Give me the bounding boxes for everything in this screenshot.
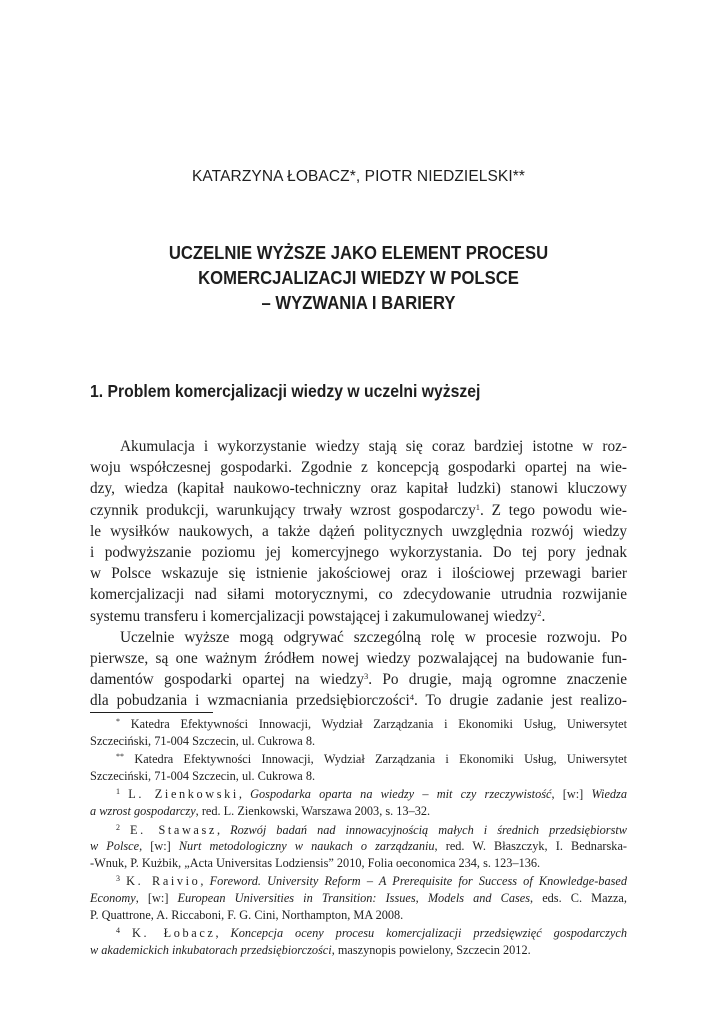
footnote-text: , bbox=[200, 874, 210, 889]
footnote-line: P. Quattrone, A. Riccaboni, F. G. Cini, Northampton, MA 2008. bbox=[90, 907, 404, 922]
section-heading: 1. Problem komercjalizacji wiedzy w uczelni wyższej bbox=[90, 381, 481, 401]
footnote-book: Wiedza bbox=[591, 787, 627, 802]
footnotes bbox=[90, 716, 627, 958]
footnote-mark: * bbox=[116, 717, 120, 726]
body-line bbox=[90, 606, 627, 627]
footnote-line bbox=[90, 716, 627, 733]
footnote-line bbox=[90, 786, 627, 803]
footnote-author: L. Zienkowski bbox=[128, 787, 239, 802]
footnote-text: , maszynopis powielony, Szczecin 2012. bbox=[331, 942, 531, 957]
body-line: le wysiłków naukowych, a także dążeń politycznych uwzględnia rozwój wiedzy bbox=[90, 522, 627, 540]
footnote-text: , [w:] bbox=[551, 787, 592, 802]
footnote-title: Economy bbox=[90, 890, 136, 905]
footnote-divider bbox=[90, 712, 213, 713]
footnote-book: Nurt metodologiczny w naukach o zarządzaniu bbox=[178, 839, 435, 854]
footnote-title: Koncepcja oceny procesu komercjalizacji przedsięwzięć gospodarczych bbox=[230, 926, 627, 941]
footnote-line bbox=[90, 890, 627, 907]
footnote-line: Szczeciński, 71-004 Szczecin, ul. Cukrowa 8. bbox=[90, 768, 316, 783]
body-text-segment: . bbox=[541, 607, 546, 625]
footnote-author: K. Raivio bbox=[126, 874, 201, 889]
footnote-ref: 1 bbox=[475, 501, 481, 512]
body-line: i podwyższanie poziomu jej komercyjnego wykorzystania. Do tej pory jednak bbox=[90, 543, 627, 561]
footnote-title: Foreword. University Reform – A Prerequisite for Success of Knowledge-based bbox=[209, 874, 627, 889]
footnote-author: K. Łobacz bbox=[131, 926, 216, 941]
body-text-segment: . Po drugie, mają ogromne znaczenie bbox=[368, 671, 627, 689]
body-text-segment: damentów gospodarki opartej na wiedzy bbox=[90, 671, 364, 689]
footnote-title: w akademickich inkubatorach przedsiębiorczości bbox=[90, 942, 332, 957]
body-line: w Polsce wskazuje się istnienie jakościowej oraz i ilościowej przewagi barier bbox=[90, 565, 627, 583]
footnote-book: European Universities in Transition: Issues, Models and Cases bbox=[177, 890, 531, 905]
authors-line: KATARZYNA ŁOBACZ*, PIOTR NIEDZIELSKI** bbox=[191, 168, 526, 185]
body-line: Akumulacja i wykorzystanie wiedzy stają się coraz bardziej istotne w roz- bbox=[120, 438, 627, 455]
footnote-line bbox=[90, 873, 627, 890]
footnote-line bbox=[90, 822, 627, 839]
footnote-title: Rozwój badań nad innowacyjnością małych i średnich przedsiębiorstw bbox=[230, 822, 627, 837]
footnote-text: Katedra Efektywności Innowacji, Wydział Zarządzania i Ekonomiki Usług, Uniwersytet bbox=[134, 752, 628, 767]
footnote-text: , bbox=[215, 926, 231, 941]
body-text bbox=[90, 436, 627, 711]
footnote-line bbox=[90, 751, 627, 768]
footnote-mark: 3 bbox=[116, 874, 120, 884]
body-text-segment: . To drugie zadanie jest realizo- bbox=[414, 692, 627, 710]
body-text-segment: . Z tego powodu wie- bbox=[480, 501, 627, 519]
footnote-text: Katedra Efektywności Innowacji, Wydział Zarządzania i Ekonomiki Usług, Uniwersytet bbox=[130, 717, 628, 731]
body-line: pierwsze, są one ważnym źródłem nowej wiedzy pozwalającej na budowanie fun- bbox=[90, 649, 627, 667]
body-text-segment: systemu transferu i komercjalizacji powstającej i zakumulowanej wiedzy bbox=[90, 607, 538, 625]
footnote-title: Gospodarka oparta na wiedzy – mit czy rzeczywistość bbox=[250, 787, 552, 802]
footnote-text: , bbox=[216, 822, 231, 837]
footnote-text: , eds. C. Mazza, bbox=[530, 890, 627, 905]
body-text-segment: czynnik produkcji, warunkujący trwały wzrost gospodarczy bbox=[90, 501, 476, 519]
footnote-text: , [w:] bbox=[139, 839, 179, 854]
footnote-title: w Polsce bbox=[90, 839, 140, 854]
footnote-ref: 3 bbox=[363, 671, 369, 682]
body-line: Uczelnie wyższe mogą odgrywać szczególną rolę w procesie rozwoju. Po bbox=[120, 628, 627, 646]
body-line: woju współczesnej gospodarki. Zgodnie z koncepcją gospodarki opartej na wie- bbox=[90, 459, 627, 477]
body-line: dzy, wiedza (kapitał naukowo-techniczny oraz kapitał ludzki) stanowi kluczowy bbox=[90, 480, 627, 498]
footnote-mark: ** bbox=[116, 752, 124, 762]
footnote-author: E. Stawasz bbox=[130, 822, 217, 837]
footnote-line bbox=[90, 803, 627, 820]
title-line-3: – WYZWANIA I BARIERY bbox=[261, 292, 456, 313]
footnote-line bbox=[90, 838, 627, 855]
footnote-ref: 2 bbox=[537, 607, 542, 618]
body-line bbox=[90, 669, 627, 690]
body-line: komercjalizacji nad siłami motorycznymi, co zdecydowanie utrudnia rozwijanie bbox=[90, 586, 627, 604]
footnote-line: -Wnuk, P. Kużbik, „Acta Universitas Lodziensis” 2010, Folia oeconomica 234, s. 123–136. bbox=[90, 855, 541, 870]
footnote-line bbox=[90, 925, 627, 942]
footnote-line bbox=[90, 942, 627, 959]
footnote-mark: 4 bbox=[116, 926, 120, 936]
footnote-mark: 2 bbox=[116, 822, 120, 832]
body-line bbox=[90, 690, 627, 711]
footnote-text: , red. L. Zienkowski, Warszawa 2003, s. 13–32. bbox=[195, 803, 431, 818]
footnote-ref: 4 bbox=[409, 692, 415, 703]
footnote-line: Szczeciński, 71-004 Szczecin, ul. Cukrowa 8. bbox=[90, 733, 316, 748]
footnote-text: , [w:] bbox=[135, 890, 178, 905]
body-text-segment: dla pobudzania i wzmacniania przedsiębiorczości bbox=[90, 692, 410, 710]
footnote-mark: 1 bbox=[116, 787, 120, 797]
title-line-2: KOMERCJALIZACJI WIEDZY W POLSCE bbox=[198, 267, 519, 288]
title-line-1: UCZELNIE WYŻSZE JAKO ELEMENT PROCESU bbox=[168, 242, 549, 263]
footnote-text: , red. W. Błaszczyk, I. Bednarska- bbox=[434, 839, 627, 854]
paper-title bbox=[117, 240, 600, 315]
footnote-text: , bbox=[238, 787, 251, 802]
body-line bbox=[90, 500, 627, 521]
footnote-book: a wzrost gospodarczy bbox=[90, 803, 196, 818]
